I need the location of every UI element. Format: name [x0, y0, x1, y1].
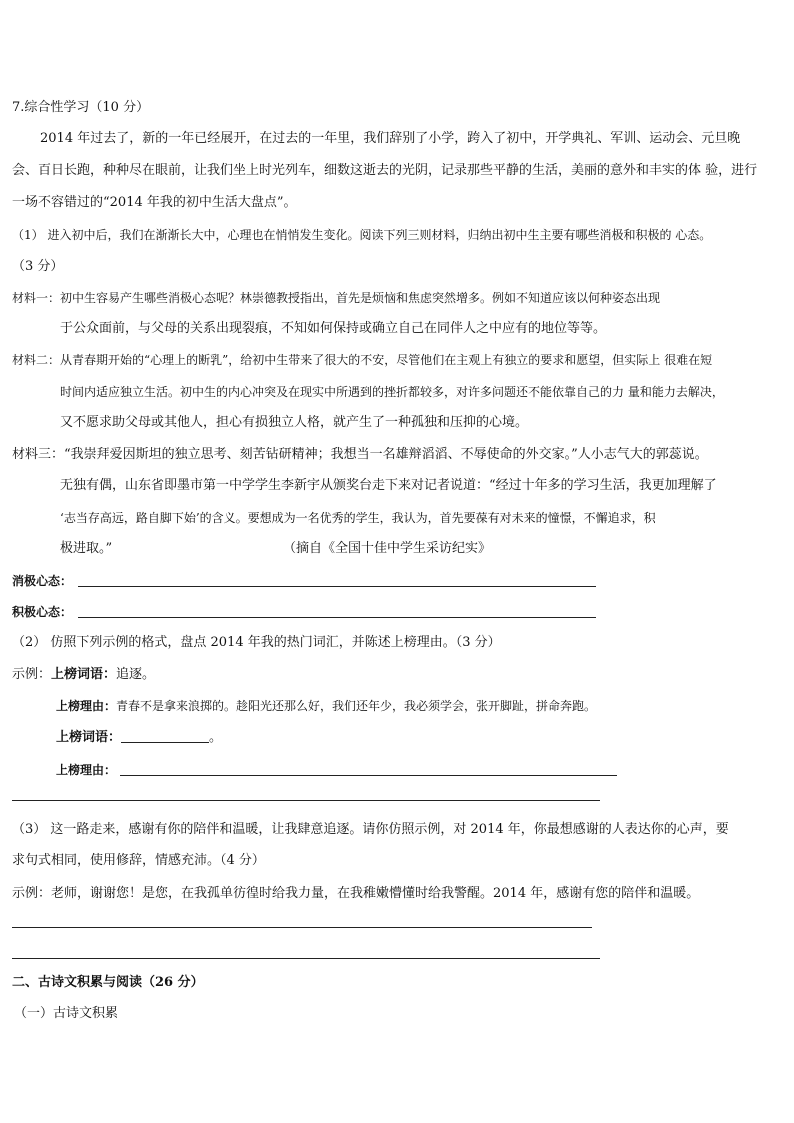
material-3-line-1: 材料三：“我崇拜爱因斯坦的独立思考、刻苦钻研精神；我想当一名雄辩滔滔、不辱使命的外交家。”人小志气大的郭蕊说。 — [12, 447, 708, 462]
example-prefix: 示例： — [12, 667, 52, 682]
material-2-line-3: 又不愿求助父母或其他人，担心有损独立人格，就产生了一种孤独和压抑的心境。 — [60, 415, 529, 430]
material-3-line-2: 无独有偶，山东省即墨市第一中学学生李新宇从颁奖台走下来对记者说道：“经过十年多的学习生活，我更加理解了 — [60, 478, 717, 493]
answer-word-end: 。 — [209, 730, 223, 745]
reason-label: 上榜理由： — [56, 699, 117, 713]
negative-answer-line[interactable] — [78, 586, 596, 587]
part1-score: （3 分） — [12, 259, 64, 274]
material-1-line-1: 材料一：初中生容易产生哪些消极心态呢？林崇德教授指出，首先是烦恼和焦虑突然增多。例如不知道应该以何种姿态出现 — [12, 291, 661, 305]
negative-label: 消极心态： — [12, 574, 73, 588]
section-2-title: 二、古诗文积累与阅读（26 分） — [12, 975, 204, 990]
material-3-line-4: 极进取。” — [60, 541, 113, 556]
part3-example: 示例：老师，谢谢您！是您，在我孤单彷徨时给我力量，在我稚嫩懵懂时给我警醒。2014 年，感谢有您的陪伴和温暖。 — [12, 886, 700, 901]
answer-word-label: 上榜词语： — [56, 730, 122, 745]
part3-prompt-line-2: 求句式相同，使用修辞，情感充沛。（4 分） — [12, 853, 265, 868]
part3-prompt-line-1: （3） 这一路走来，感谢有你的陪伴和温暖，让我肆意追逐。请你仿照示例，对 2014 年，你最想感谢的人表达你的心声，要 — [12, 822, 729, 837]
word-value: 追逐。 — [116, 667, 156, 682]
answer-reason-line-1[interactable] — [120, 775, 617, 776]
question-title: 7.综合性学习（10 分） — [12, 100, 150, 115]
positive-answer-line[interactable] — [78, 617, 596, 618]
answer-reason-label: 上榜理由： — [56, 763, 117, 777]
part2-prompt: （2） 仿照下列示例的格式，盘点 2014 年我的热门词汇，并陈述上榜理由。（3 分） — [12, 635, 501, 650]
answer-word-line — [56, 729, 222, 747]
positive-label: 积极心态： — [12, 605, 73, 619]
intro-line-2: 会、百日长跑，种种尽在眼前，让我们坐上时光列车，细数这逝去的光阴，记录那些平静的生活，美丽的意外和丰实的体 验，进行 — [12, 163, 758, 178]
example-word-line — [12, 666, 155, 684]
material-2-line-2: 时间内适应独立生活。初中生的内心冲突及在现实中所遇到的挫折都较多，对许多问题还不能依靠自己的力 量和能力去解决， — [60, 385, 724, 399]
material-1-line-2: 于公众面前，与父母的关系出现裂痕，不知如何保持或确立自己在同伴人之中应有的地位等等。 — [60, 321, 607, 336]
word-label: 上榜词语： — [51, 667, 117, 682]
part3-answer-line-2[interactable] — [12, 958, 600, 959]
part3-answer-line-1[interactable] — [12, 927, 592, 928]
answer-reason-line-2[interactable] — [12, 800, 600, 801]
answer-word-blank[interactable] — [121, 729, 209, 743]
intro-line-1: 2014 年过去了，新的一年已经展开，在过去的一年里，我们辞别了小学，跨入了初中，开学典礼、军训、运动会、元旦晚 — [40, 131, 741, 146]
reason-value: 青春不是拿来浪掷的。趁阳光还那么好，我们还年少，我必须学会，张开脚趾，拼命奔跑。 — [116, 699, 597, 713]
part1-prompt: （1） 进入初中后，我们在渐渐长大中，心理也在悄悄发生变化。阅读下列三则材料，归纳出初中生主要有哪些消极和积极的 心态。 — [12, 228, 712, 242]
example-reason-line — [56, 697, 596, 715]
material-2-line-1: 材料二：从青春期开始的“心理上的断乳”，给初中生带来了很大的不安，尽管他们在主观上有独立的要求和愿望，但实际上 很难在短 — [12, 353, 713, 367]
material-3-source: （摘自《全国十佳中学生采访纪实》 — [283, 541, 492, 556]
material-3-line-3: ‘志当存高远，路自脚下始’的含义。要想成为一名优秀的学生，我认为，首先要葆有对未来的憧憬，不懈追求，积 — [60, 511, 656, 525]
intro-line-3: 一场不容错过的“2014 年我的初中生活大盘点”。 — [12, 195, 297, 210]
section-2-subtitle: （一）古诗文积累 — [14, 1006, 119, 1021]
